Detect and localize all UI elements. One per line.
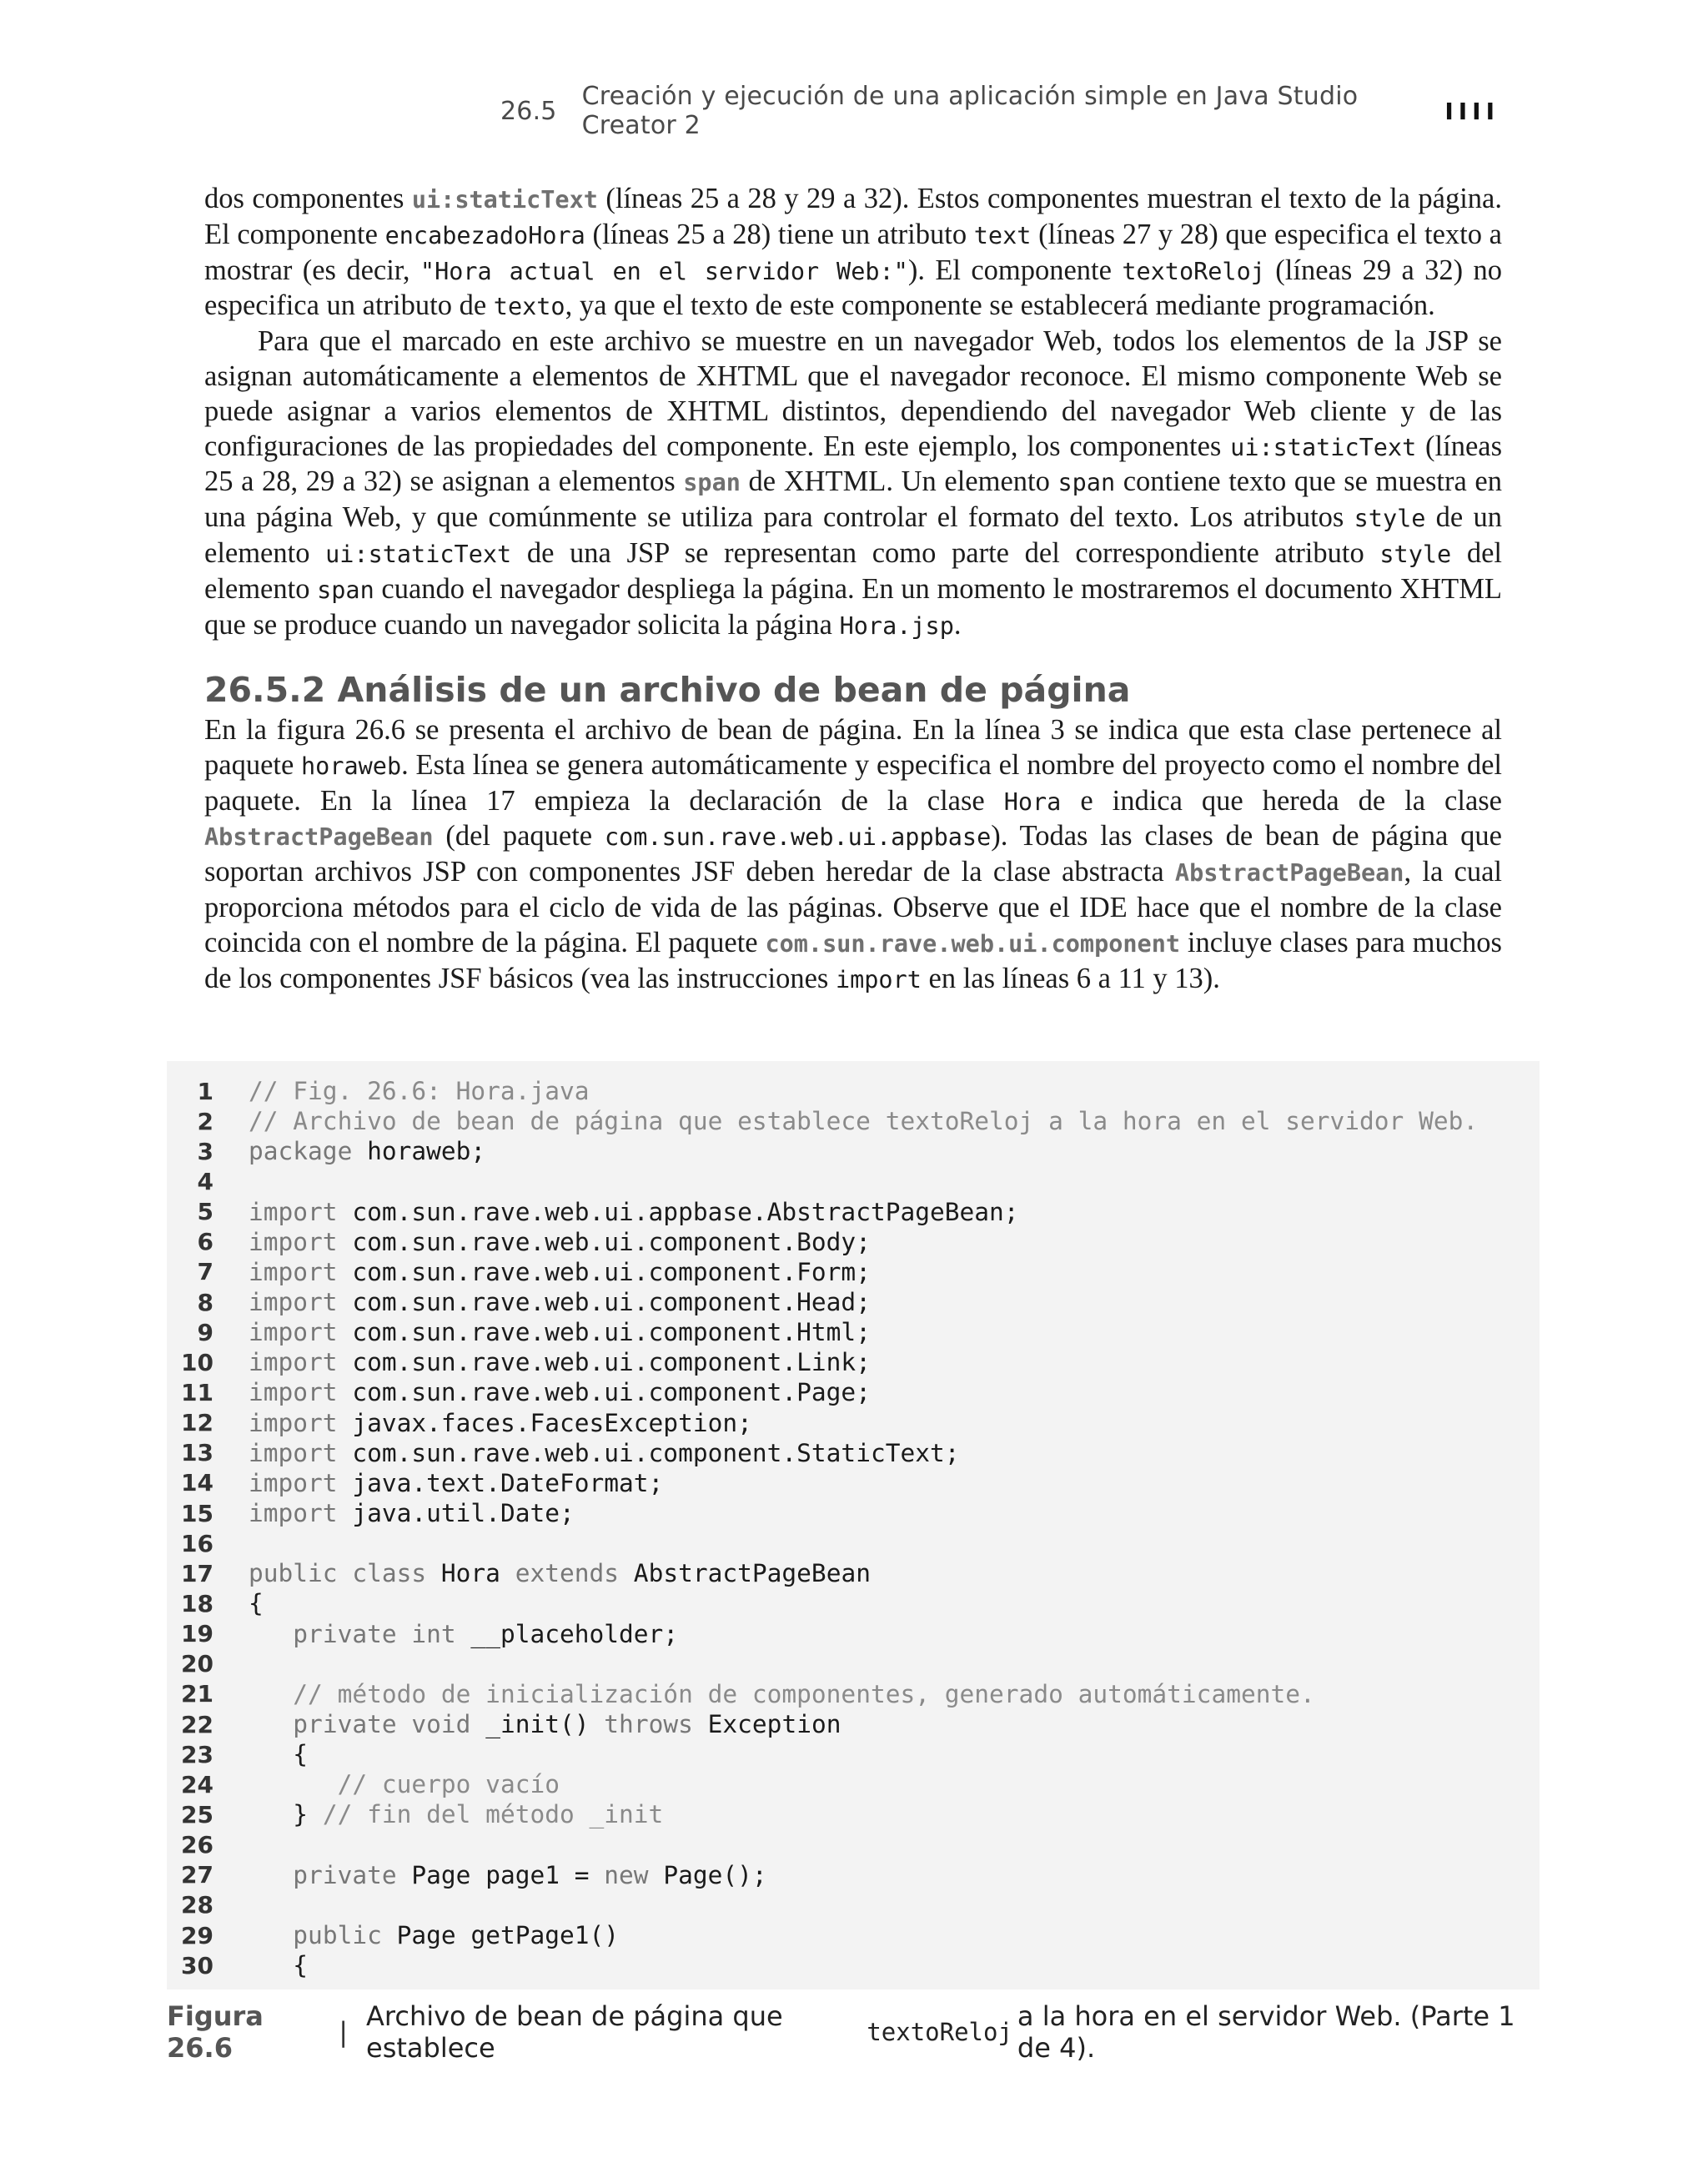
code-token: { [249,1740,309,1769]
code-text [249,1439,960,1467]
code-line [167,1588,1540,1618]
text-run: cuando el navegador despliega la página. En un momento le mostraremos el documento XHTML que se produce cuando un navegador solicita la página [204,572,1502,641]
line-number: 19 [181,1620,214,1648]
code-line [167,1619,1540,1649]
code-token: com.sun.rave.web.ui.appbase.AbstractPageBean; [337,1197,1019,1226]
code-keyword: import [249,1348,338,1377]
line-number: 24 [181,1770,214,1798]
code-run: com.sun.rave.web.ui.component [765,929,1181,958]
code-line [167,1860,1540,1890]
code-token [249,1680,293,1708]
code-line [167,1166,1540,1196]
code-keyword: import [249,1499,338,1528]
line-number: 25 [181,1800,214,1828]
code-text [249,1378,871,1406]
code-keyword: private int [293,1619,456,1648]
code-run: text [973,221,1032,249]
line-number: 11 [181,1378,214,1406]
code-line [167,1287,1540,1317]
code-line [167,1679,1540,1709]
code-token: } [249,1800,323,1829]
code-run: span [683,469,741,497]
code-token [249,1710,293,1738]
code-token: { [249,1951,309,1980]
code-text [249,1318,871,1346]
paragraph-1 [204,182,1502,324]
code-line [167,1408,1540,1438]
code-run: span [1057,469,1116,497]
code-keyword: import [249,1197,338,1226]
code-token: com.sun.rave.web.ui.component.Html; [337,1318,871,1347]
line-number: 9 [197,1318,214,1346]
code-line [167,1468,1540,1498]
line-number: 27 [181,1861,214,1889]
text-run: , ya que el texto de este componente se establecerá mediante programación. [565,289,1435,322]
code-text [249,1288,871,1316]
code-line [167,1076,1540,1106]
code-line [167,1257,1540,1287]
code-token: com.sun.rave.web.ui.component.Page; [337,1378,871,1407]
code-text [249,1620,678,1648]
code-line [167,1317,1540,1347]
code-token: java.text.DateFormat; [337,1468,664,1497]
line-number: 20 [181,1650,214,1678]
code-keyword: new [604,1860,649,1889]
text-run: (líneas 25 a 28, 29 a 32) se asignan a elementos [204,430,1503,498]
line-number: 22 [181,1710,214,1738]
code-keyword: import [249,1288,338,1317]
code-run: textoReloj [1122,257,1265,285]
line-number: 18 [181,1589,214,1617]
line-number: 4 [197,1167,214,1195]
code-token: com.sun.rave.web.ui.component.Head; [337,1288,871,1317]
code-line [167,1649,1540,1679]
line-number: 8 [197,1288,214,1316]
text-run: del elemento [204,536,1502,605]
code-line [167,1950,1540,1980]
text-run: de una JSP se representan como parte del correspondiente atributo [511,536,1380,569]
code-listing [167,1061,1540,1989]
code-line [167,1106,1540,1136]
code-token [249,1620,293,1648]
code-text [249,1499,575,1527]
line-number: 3 [197,1137,214,1165]
code-run: horaweb [301,752,402,780]
code-line [167,1799,1540,1829]
code-text [249,1680,1315,1708]
caption-text: Archivo de bean de página que establece [366,2000,783,2064]
line-number: 16 [181,1529,214,1557]
code-text [249,1409,752,1437]
code-text [249,1559,871,1587]
text-run: ). Todas las clases de bean de página que soportan archivos JSP con componentes JSF deben heredar de la clase abstracta [204,820,1502,888]
code-text [249,1951,308,1979]
line-number: 26 [181,1831,214,1859]
line-number: 13 [181,1439,214,1467]
code-run: ui:staticText [325,540,512,568]
code-text [249,1137,485,1165]
code-keyword: import [249,1257,338,1286]
code-run: Hora [1003,787,1062,816]
code-token: com.sun.rave.web.ui.component.Link; [337,1348,871,1377]
text-run: . [953,608,962,641]
line-number: 23 [181,1740,214,1768]
code-keyword: public [293,1921,382,1949]
text-run: En la figura 26.6 se presenta el archivo de bean de página. En la línea 3 se indica que esta clase pertenece al paquete [204,714,1502,781]
code-run: ui:staticText [411,186,598,214]
code-token: __placeholder; [455,1619,679,1648]
text-run: ). El componente [907,254,1123,286]
code-run: span [317,576,374,604]
caption-separator: | [339,2016,348,2048]
code-line [167,1769,1540,1799]
code-token: Page page1 = [396,1860,605,1889]
header-page-marks: IIII [1444,97,1500,125]
code-keyword: import [249,1438,338,1467]
code-run: "Hora actual en el servidor Web:" [419,257,908,285]
code-token [249,1921,293,1949]
line-number: 17 [181,1559,214,1587]
code-keyword: import [249,1318,338,1347]
paragraph-3 [204,713,1502,997]
running-header [500,82,1500,140]
code-text [249,1348,871,1376]
code-token: javax.faces.FacesException; [337,1408,752,1437]
code-line [167,1498,1540,1528]
caption-label: Figura 26.6 [167,2000,264,2064]
code-token: horaweb; [352,1137,486,1166]
line-number: 7 [197,1258,214,1286]
code-line [167,1136,1540,1166]
code-token: { [249,1589,264,1618]
code-run: AbstractPageBean [204,823,434,852]
code-keyword: import [249,1468,338,1497]
caption-code: textoReloj [867,2018,1012,2046]
line-number: 14 [181,1469,214,1497]
code-line [167,1528,1540,1558]
code-keyword: import [249,1408,338,1437]
code-text [249,1861,767,1889]
code-token: Page getPage1() [381,1921,620,1949]
code-token: Exception [692,1710,841,1739]
code-comment: // Fig. 26.6: Hora.java [249,1077,590,1106]
code-comment: // método de inicialización de componentes, generado automáticamente. [293,1679,1315,1708]
text-run: de un elemento [204,501,1502,569]
code-run: style [1379,540,1452,568]
code-text [249,1198,1019,1226]
code-text [249,1258,871,1286]
code-token: com.sun.rave.web.ui.component.StaticText; [337,1438,960,1467]
code-token: java.util.Date; [337,1499,575,1528]
code-token [249,1861,293,1889]
line-number: 21 [181,1680,214,1708]
line-number: 15 [181,1499,214,1527]
line-number: 29 [181,1921,214,1949]
code-keyword: import [249,1378,338,1407]
text-run: (líneas 29 a 32) no especifica un atributo de [204,254,1503,322]
code-text [249,1921,619,1949]
code-line [167,1709,1540,1739]
header-section-title: Creación y ejecución de una aplicación simple en Java Studio Creator 2 [581,82,1359,140]
code-text [249,1740,308,1768]
code-run: encabezadoHora [384,221,585,249]
text-run: , la cual proporciona métodos para el ciclo de vida de las páginas. Observe que el IDE hace que el nombre de la clase coincida con el nombre de la página. El paquete [204,856,1502,958]
text-run: contiene texto que se muestra en una página Web, y que comúnmente se utiliza para controlar el formato del texto. Los atributos [204,465,1502,534]
code-token: com.sun.rave.web.ui.component.Body; [337,1227,871,1256]
code-keyword: private void [293,1710,471,1739]
line-number: 30 [181,1951,214,1979]
code-line [167,1347,1540,1377]
code-text [249,1228,871,1256]
code-token: Hora [426,1559,515,1588]
line-number: 28 [181,1891,214,1919]
text-run: (líneas 25 a 28) tiene un atributo [585,218,974,250]
code-keyword: throws [604,1710,693,1739]
line-number: 2 [197,1107,214,1135]
code-run: import [835,965,922,993]
code-comment: // cuerpo vacío [337,1770,560,1799]
code-keyword: extends [515,1559,620,1588]
line-number: 10 [181,1348,214,1376]
section-heading: 26.5.2 Análisis de un archivo de bean de página [204,670,1131,710]
paragraph-2 [204,324,1502,643]
code-text [249,1107,1478,1135]
text-run: e indica que hereda de la clase [1061,784,1502,817]
text-run: de XHTML. Un elemento [740,465,1058,498]
code-text [249,1800,663,1828]
line-number: 12 [181,1409,214,1437]
code-text [249,1710,841,1738]
code-comment: // Archivo de bean de página que establece textoReloj a la hora en el servidor Web. [249,1107,1479,1136]
code-text [249,1469,663,1497]
text-run: (líneas 27 y 28) que especifica el texto a mostrar (es decir, [204,218,1502,286]
caption-text: a la hora en el servidor Web. (Parte 1 de 4). [1017,2000,1515,2064]
code-line [167,1558,1540,1588]
code-text [249,1077,590,1105]
code-line [167,1438,1540,1468]
text-run: dos componentes [204,183,412,214]
line-number: 5 [197,1198,214,1226]
code-line [167,1377,1540,1407]
code-run: com.sun.rave.web.ui.appbase [604,823,992,852]
code-lines [167,1076,1540,1980]
text-run: incluye clases para muchos de los componentes JSF básicos (vea las instrucciones [204,926,1502,994]
line-number: 1 [197,1077,214,1105]
body-text [204,182,1502,643]
code-token: com.sun.rave.web.ui.component.Form; [337,1257,871,1286]
code-token [249,1770,338,1798]
code-line [167,1830,1540,1860]
code-run: Hora.jsp [839,611,954,640]
figure-caption [167,2000,1540,2064]
text-run: (líneas 25 a 28 y 29 a 32). Estos componentes muestran el texto de la página. El componente [204,183,1502,250]
text-run: (del paquete [433,820,605,853]
code-token: Page(); [648,1860,767,1889]
code-token: _init() [470,1710,605,1739]
code-line [167,1920,1540,1950]
text-run: en las líneas 6 a 11 y 13). [921,962,1220,994]
code-text [249,1770,560,1798]
code-text [249,1589,264,1617]
line-number: 6 [197,1228,214,1256]
code-line [167,1197,1540,1227]
code-keyword: public class [249,1559,427,1588]
code-run: style [1354,505,1426,533]
section-body [204,713,1502,997]
code-run: texto [493,293,565,321]
code-keyword: private [293,1860,397,1889]
code-line [167,1890,1540,1920]
code-comment: // fin del método _init [322,1800,664,1829]
code-keyword: package [249,1137,353,1166]
text-run: Para que el marcado en este archivo se muestre en un navegador Web, todos los elementos de la JSP se asignan automáticamente a elementos de XHTML que el navegador reconoce. El mismo componente Web se puede asignar a varios elementos de XHTML distintos, dependiendo del navegador Web cliente y de las configuraciones de las propiedades del componente. En este ejemplo, los componentes [204,325,1502,462]
code-keyword: import [249,1227,338,1256]
header-section-number: 26.5 [500,96,557,126]
code-run: ui:staticText [1230,433,1417,461]
code-line [167,1739,1540,1769]
code-line [167,1227,1540,1257]
code-token: AbstractPageBean [619,1559,871,1588]
code-run: AbstractPageBean [1174,859,1404,888]
text-run: . Esta línea se genera automáticamente y especifica el nombre del proyecto como el nombre del paquete. En la línea 17 empieza la declaración de la clase [204,748,1502,817]
